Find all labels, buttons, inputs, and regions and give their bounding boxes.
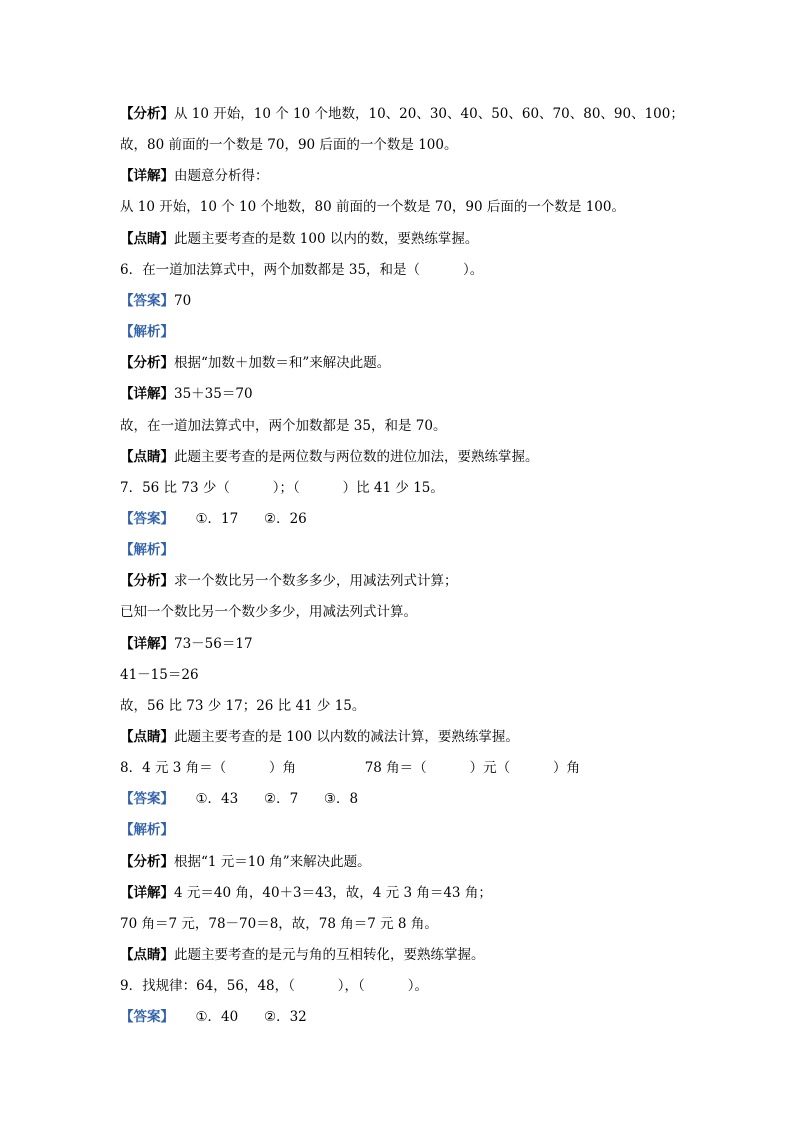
line-text: 73－56＝17 [174,635,253,652]
section-tag: 【点睛】 [120,947,174,964]
line-text: 41－15＝26 [120,666,199,683]
text-line [120,789,358,809]
section-tag: 【点睛】 [120,448,174,465]
line-text: 7．56 比 73 少（ ）；（ ）比 41 少 15。 [120,479,444,496]
line-text: ①．17 ②．26 [174,510,307,527]
text-line [120,353,390,373]
line-text: 由题意分析得： [174,168,269,185]
line-text: 35＋35＝70 [174,386,253,403]
text-line [120,166,269,186]
text-line [120,478,444,498]
text-line [120,976,428,996]
section-tag: 【详解】 [120,386,174,403]
line-text: ①．43 ②．7 ③．8 [174,791,359,808]
section-tag: 【解析】 [120,822,174,839]
text-line [120,229,478,249]
section-tag: 【答案】 [120,791,174,808]
section-tag: 【分析】 [120,853,174,870]
text-line [120,540,174,560]
text-line [120,758,580,778]
line-text: 故，80 前面的一个数是 70，90 后面的一个数是 100。 [120,137,458,154]
text-line [120,291,191,311]
line-text: 从 10 开始，10 个 10 个地数，80 前面的一个数是 70，90 后面的一个数是 100。 [120,199,625,216]
text-line [120,602,417,622]
line-text: 70 角＝7 元，78－70＝8，故，78 角＝7 元 8 角。 [120,915,438,932]
section-tag: 【详解】 [120,168,174,185]
text-line [120,883,492,903]
text-line [120,322,174,342]
section-tag: 【点睛】 [120,230,174,247]
section-tag: 【分析】 [120,355,174,372]
line-text: 根据“加数＋加数＝和”来解决此题。 [174,355,391,372]
text-line [120,1007,307,1027]
section-tag: 【答案】 [120,1009,174,1026]
line-text: 故，56 比 73 少 17；26 比 41 少 15。 [120,697,366,714]
text-line [120,665,199,685]
line-text: 此题主要考查的是 100 以内数的减法计算，要熟练掌握。 [174,729,519,745]
section-tag: 【解析】 [120,542,174,559]
text-line [120,914,438,934]
text-line [120,135,457,155]
line-text: 6．在一道加法算式中，两个加数都是 35，和是（ ）。 [120,261,484,278]
text-line [120,104,684,124]
section-tag: 【答案】 [120,292,174,309]
section-tag: 【分析】 [120,106,174,122]
line-text: 8．4 元 3 角＝（ ）角 78 角＝（ ）元（ ）角 [120,760,581,777]
text-line [120,945,485,965]
text-line [120,416,446,436]
text-line [120,634,253,654]
line-text: 故，在一道加法算式中，两个加数都是 35，和是 70。 [120,417,447,434]
text-line [120,852,371,872]
line-text: ①．40 ②．32 [174,1009,307,1026]
line-text: 此题主要考查的是数 100 以内的数，要熟练掌握。 [174,230,479,247]
line-text: 9．找规律：64，56，48，（ ），（ ）。 [120,978,428,995]
text-line [120,727,519,747]
line-text: 求一个数比另一个数多多少，用减法列式计算； [174,573,458,590]
section-tag: 【分析】 [120,573,174,590]
line-text: 4 元＝40 角，40＋3＝43，故，4 元 3 角＝43 角； [174,884,492,901]
line-text: 根据“1 元＝10 角”来解决此题。 [174,853,371,870]
text-line [120,820,174,840]
section-tag: 【答案】 [120,510,174,527]
text-line [120,197,625,217]
section-tag: 【详解】 [120,635,174,652]
line-text: 已知一个数比另一个数少多少，用减法列式计算。 [120,604,417,621]
line-text: 此题主要考查的是元与角的互相转化，要熟练掌握。 [174,947,485,964]
section-tag: 【点睛】 [120,729,174,745]
section-tag: 【解析】 [120,324,174,341]
text-line [120,260,483,280]
text-line [120,571,458,591]
text-line [120,384,253,404]
line-text: 此题主要考查的是两位数与两位数的进位加法，要熟练掌握。 [174,448,539,465]
text-line [120,447,539,467]
text-line [120,509,307,529]
line-text: 从 10 开始，10 个 10 个地数，10、20、30、40、50、60、70、80、90、100； [174,106,684,122]
line-text: 70 [174,292,192,309]
text-line [120,696,365,716]
section-tag: 【详解】 [120,884,174,901]
